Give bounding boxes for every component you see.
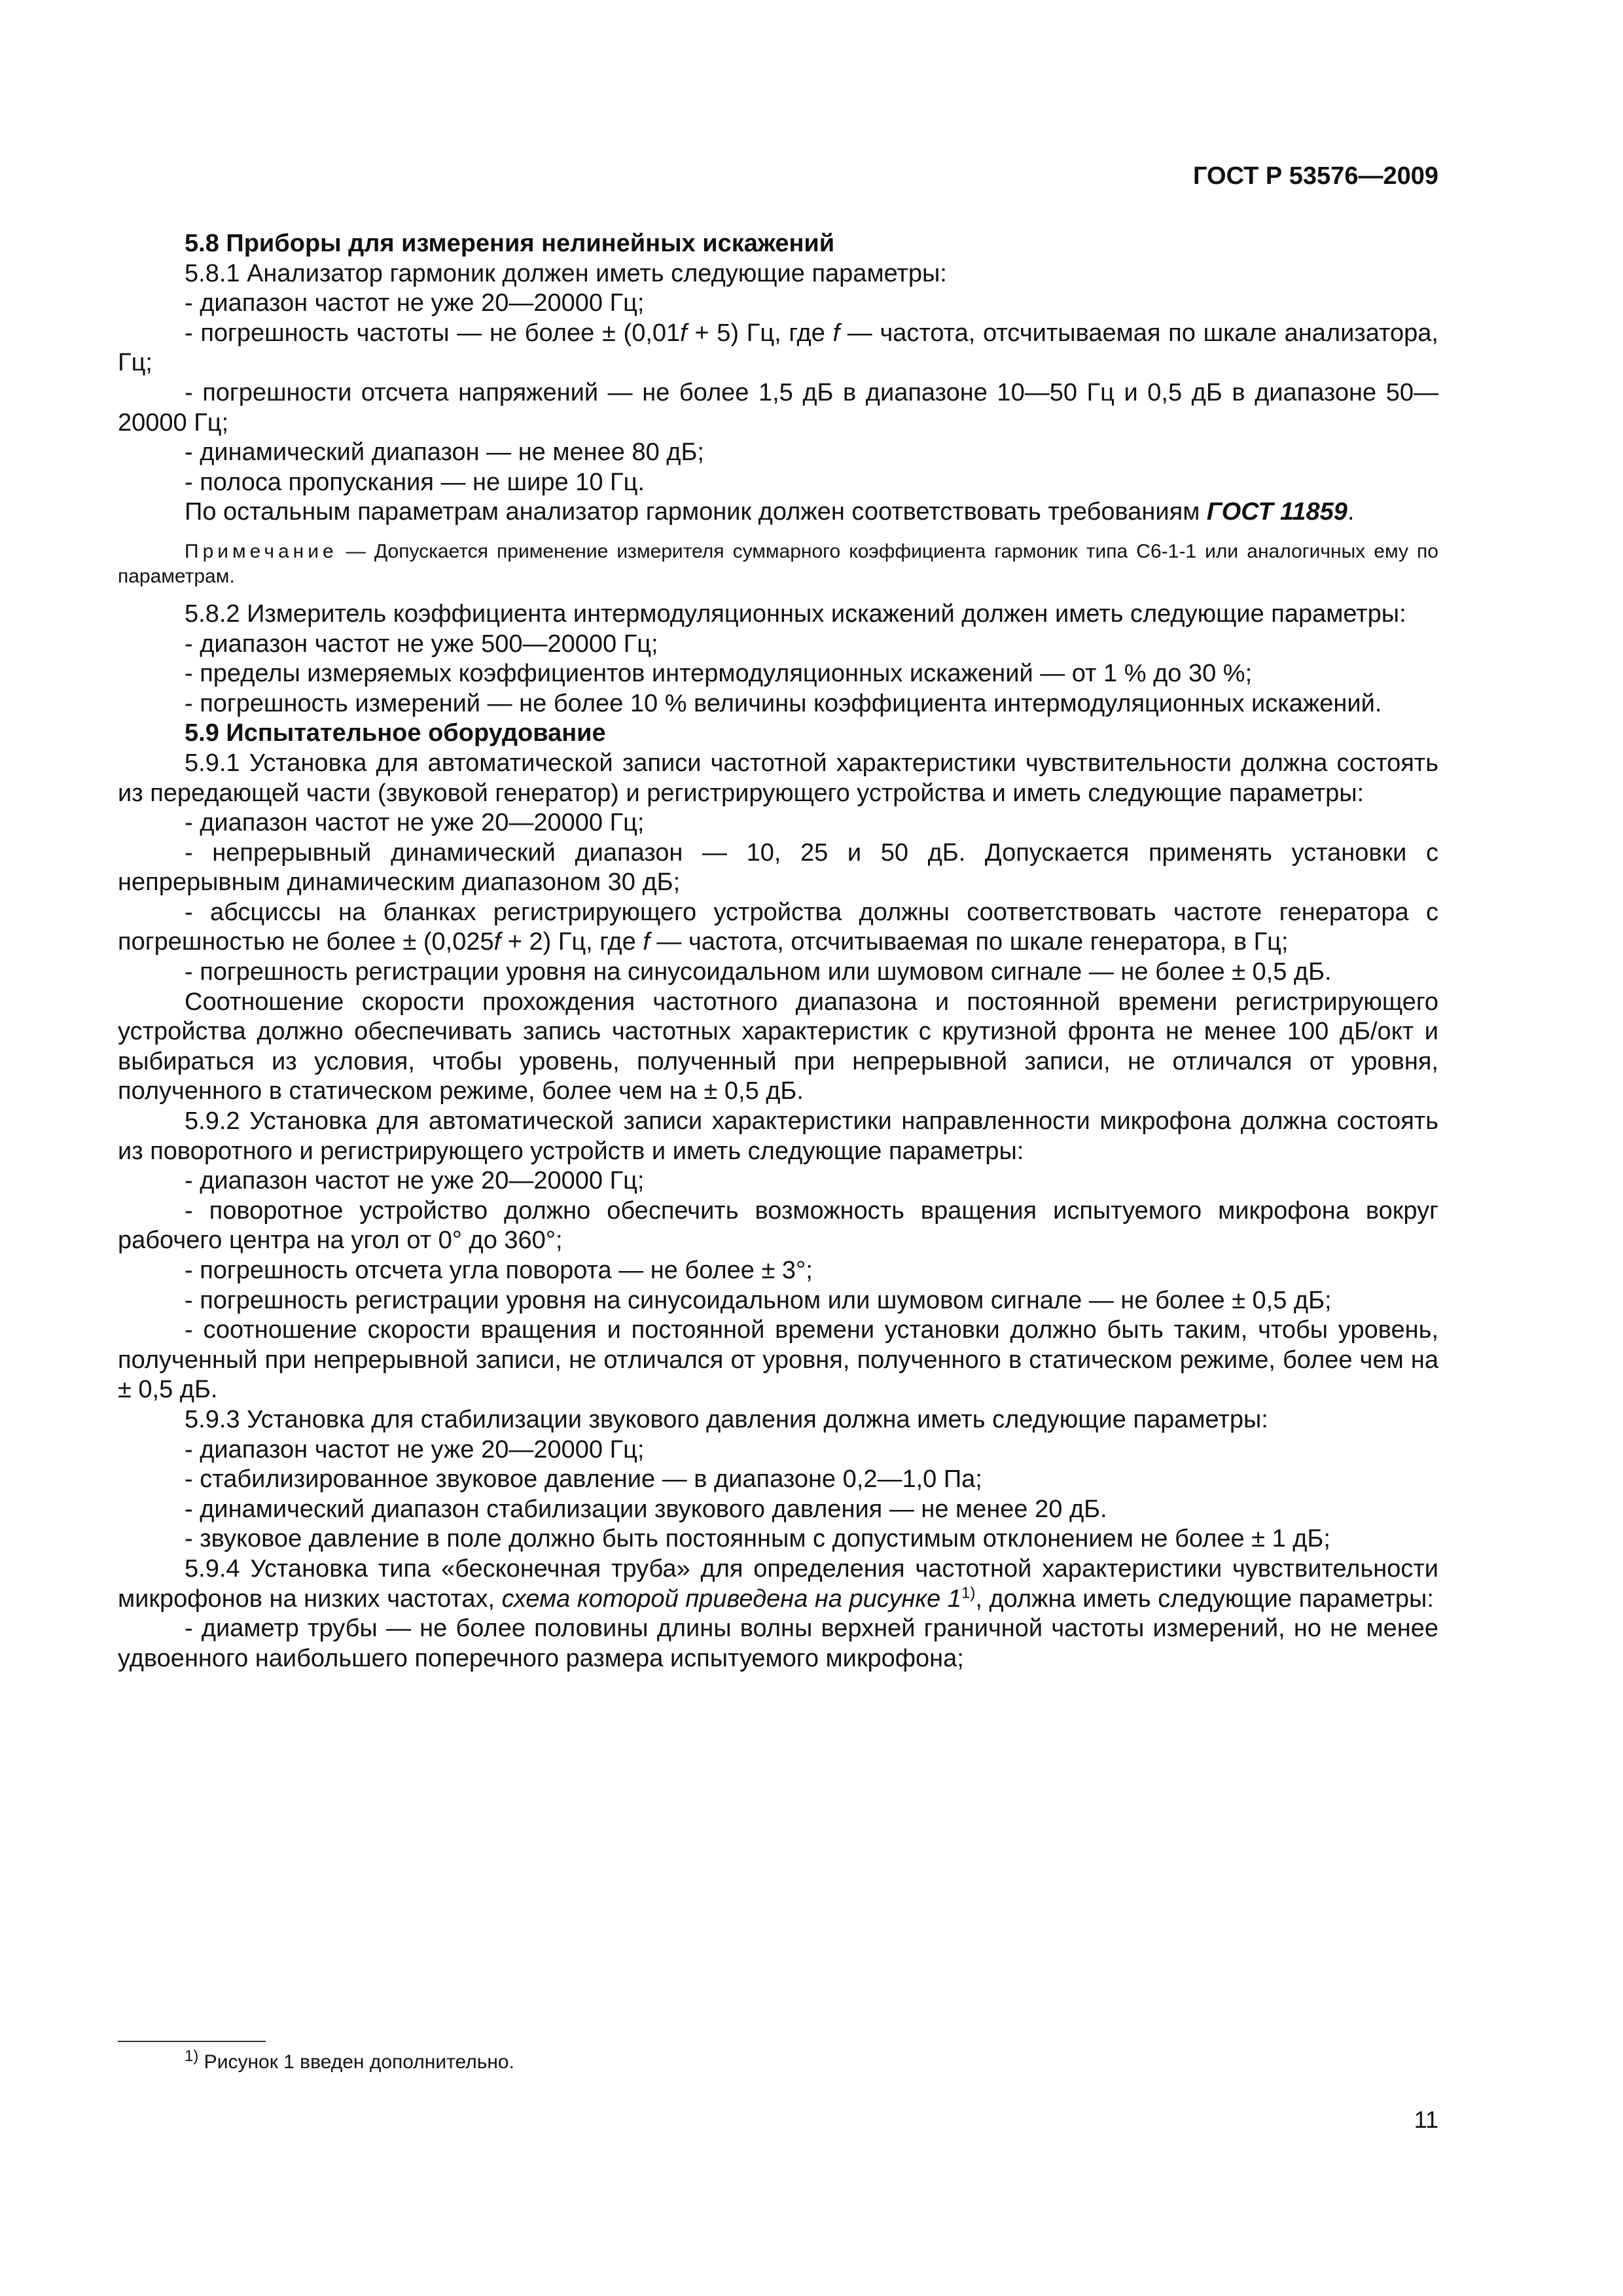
paragraph-5-9-3: 5.9.3 Установка для стабилизации звукового давления должна иметь следующие параметры:: [185, 1405, 1268, 1433]
document-header: ГОСТ Р 53576—2009: [1193, 162, 1438, 190]
list-item: - диапазон частот не уже 500—20000 Гц;: [185, 630, 658, 658]
document-body: [118, 229, 1438, 1674]
list-item: - стабилизированное звуковое давление — в диапазоне 0,2—1,0 Па;: [185, 1465, 982, 1494]
list-item: - поворотное устройство должно обеспечить возможность вращения испытуемого микрофона вокруг рабочего центра на угол от 0° до 360°;: [118, 1196, 1438, 1255]
paragraph-5-8-1: 5.8.1 Анализатор гармоник должен иметь следующие параметры:: [185, 259, 947, 287]
list-item: - погрешность регистрации уровня на синусоидальном или шумовом сигнале — не более ± 0,5 дБ;: [185, 1286, 1332, 1314]
list-item: - диапазон частот не уже 20—20000 Гц;: [185, 1167, 645, 1195]
footnote: [185, 2047, 514, 2073]
list-item: - пределы измеряемых коэффициентов интермодуляционных искажений — от 1 % до 30 %;: [185, 660, 1253, 688]
note-label: Примечание: [185, 540, 338, 562]
note-text: — Допускается применение измерителя суммарного коэффициента гармоник типа С6-1-1 или аналогичных ему по параметрам.: [118, 540, 1438, 587]
list-item: - абсциссы на бланках регистрирующего устройства должны соответствовать частоте генератора с погрешностью не более ± (0,025f + 2) Гц, где f — частота, отсчитываемая по шкале генератора, в Гц;: [118, 898, 1438, 956]
paragraph-5-9-1: 5.9.1 Установка для автоматической записи частотной характеристики чувствительности должна состоять из передающей части (звуковой генератор) и регистрирующего устройства и иметь следующие параметры:: [118, 749, 1438, 807]
list-item: - диапазон частот не уже 20—20000 Гц;: [185, 289, 645, 317]
footnote-mark: 1): [185, 2047, 199, 2065]
paragraph-5-8-2: 5.8.2 Измеритель коэффициента интермодуляционных искажений должен иметь следующие параметры:: [185, 600, 1406, 628]
list-item: - полоса пропускания — не шире 10 Гц.: [185, 468, 645, 496]
list-item: - погрешность отсчета угла поворота — не более ± 3°;: [185, 1257, 813, 1284]
list-item: - диапазон частот не уже 20—20000 Гц;: [185, 1435, 645, 1463]
list-item: - соотношение скорости вращения и постоянной времени установки должно быть таким, чтобы уровень, полученный при непрерывной записи, не отличался от уровня, полученного в статическом режиме, более чем на ± 0,5 дБ.: [118, 1316, 1438, 1404]
section-5-9-title: 5.9 Испытательное оборудование: [185, 719, 606, 747]
paragraph-5-9-4: 5.9.4 Установка типа «бесконечная труба» для определения частотной характеристики чувствительности микрофонов на низких частотах, схема которой приведена на рисунке 1$^{1)}$, должна иметь следующие параметры:: [118, 1554, 1438, 1613]
list-item: - звуковое давление в поле должно быть постоянным с допустимым отклонением не более ± 1 дБ;: [185, 1525, 1330, 1553]
list-item: - динамический диапазон — не менее 80 дБ;: [185, 439, 704, 467]
list-item: - диаметр трубы — не более половины длины волны верхней граничной частоты измерений, но не менее удвоенного наибольшего поперечного размера испытуемого микрофона;: [118, 1615, 1438, 1672]
paragraph-text: Соотношение скорости прохождения частотного диапазона и постоянной времени регистрирующего устройства должно обеспечивать запись частотных характеристик с крутизной фронта не менее 100 дБ/окт и выбираться из условия, чтобы уровень, полученный при непрерывной записи, не отличался от уровня, полученного в статическом режиме, более чем на ± 0,5 дБ.: [118, 988, 1438, 1105]
section-5-8-title: 5.8 Приборы для измерения нелинейных искажений: [185, 230, 835, 257]
standard-reference: ГОСТ 11859: [1206, 498, 1347, 526]
list-item: - диапазон частот не уже 20—20000 Гц;: [185, 809, 645, 837]
list-item: - погрешность измерений — не более 10 % величины коэффициента интермодуляционных искажений.: [185, 689, 1382, 717]
list-item: - динамический диапазон стабилизации звукового давления — не менее 20 дБ.: [185, 1495, 1107, 1523]
page-number: 11: [1414, 2106, 1438, 2133]
footnote-separator: [118, 2041, 266, 2042]
list-item: - погрешности отсчета напряжений — не более 1,5 дБ в диапазоне 10—50 Гц и 0,5 дБ в диапазоне 50—20000 Гц;: [118, 378, 1438, 437]
list-item: - непрерывный динамический диапазон — 10, 25 и 50 дБ. Допускается применять установки с непрерывным динамическим диапазоном 30 дБ;: [118, 838, 1438, 897]
note: [118, 539, 1438, 589]
footnote-marker[interactable]: 1): [961, 1583, 976, 1602]
list-item: - погрешность регистрации уровня на синусоидальном или шумовом сигнале — не более ± 0,5 дБ.: [185, 958, 1332, 986]
figure-reference[interactable]: схема которой приведена на рисунке 1: [501, 1585, 962, 1613]
paragraph-5-9-2: 5.9.2 Установка для автоматической записи характеристики направленности микрофона должна состоять из поворотного и регистрирующего устройств и иметь следующие параметры:: [118, 1107, 1438, 1165]
list-item: - погрешность частоты — не более ± (0,01f + 5) Гц, где f — частота, отсчитываемая по шкале анализатора, Гц;: [118, 319, 1438, 377]
paragraph-standard-reference: По остальным параметрам анализатор гармоник должен соответствовать требованиям ГОСТ 11859.: [185, 498, 1355, 526]
footnote-text: Рисунок 1 введен дополнительно.: [198, 2051, 514, 2073]
